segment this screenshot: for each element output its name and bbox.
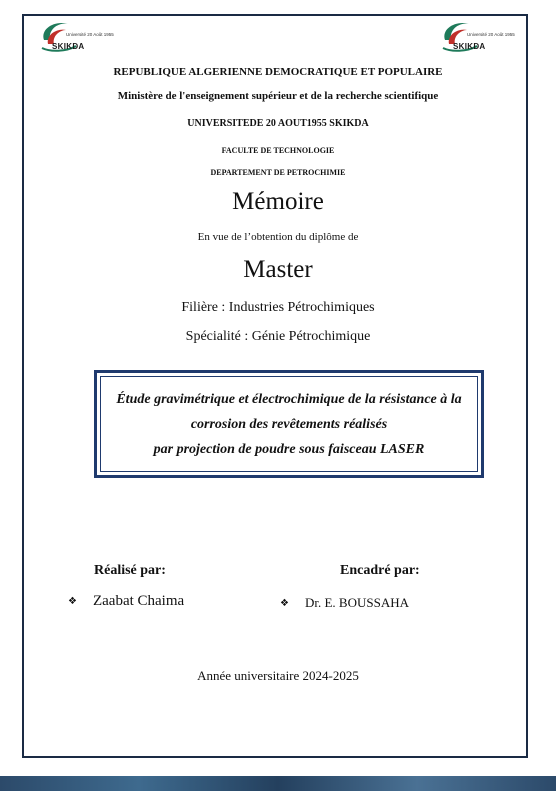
supervisor-label: Encadré par: xyxy=(340,563,420,578)
thesis-title-box xyxy=(94,370,484,478)
university-heading: UNIVERSITEDE 20 AOUT1955 SKIKDA xyxy=(187,118,369,129)
department-heading: DEPARTEMENT DE PETROCHIMIE xyxy=(210,168,346,177)
supervisor-name: Dr. E. BOUSSAHA xyxy=(304,595,409,610)
specialite-text: Spécialité : Génie Pétrochimique xyxy=(185,329,371,344)
thesis-title-line-2: corrosion des revêtements réalisés xyxy=(190,416,388,432)
logo-text: SKIKDA xyxy=(52,42,85,51)
degree-title: Master xyxy=(243,256,313,283)
logo-date-text: Université 20 Août 1955 xyxy=(467,32,515,37)
author-label: Réalisé par: xyxy=(94,563,166,578)
faculty-heading: FACULTE DE TECHNOLOGIE xyxy=(221,146,335,155)
thesis-title-line-3: par projection de poudre sous faisceau LASER xyxy=(153,441,425,457)
ministry-heading: Ministère de l'enseignement supérieur et de la recherche scientifique xyxy=(117,90,439,102)
logo-text: SKIKDA xyxy=(453,42,486,51)
supervisor-entry xyxy=(280,595,409,611)
filiere-text: Filière : Industries Pétrochimiques xyxy=(181,300,375,315)
document-purpose: En vue de l’obtention du diplôme de xyxy=(197,231,359,243)
logo-swirl-icon xyxy=(36,18,98,58)
republic-heading: REPUBLIQUE ALGERIENNE DEMOCRATIQUE ET POPULAIRE xyxy=(113,66,443,78)
author-name: Zaabat Chaima xyxy=(92,593,185,609)
university-logo-left xyxy=(36,18,114,58)
logo-date-text: Université 20 Août 1955 xyxy=(66,32,114,37)
author-entry xyxy=(68,593,184,610)
background-band xyxy=(0,776,556,791)
logo-swirl-icon xyxy=(437,18,499,58)
bullet-diamond-icon: ❖ xyxy=(68,596,77,607)
document-type-title: Mémoire xyxy=(232,188,324,215)
university-logo-right xyxy=(437,18,515,58)
bullet-diamond-icon: ❖ xyxy=(280,597,289,609)
thesis-title-line-1: Étude gravimétrique et électrochimique de la résistance à la xyxy=(116,391,462,407)
academic-year: Année universitaire 2024-2025 xyxy=(197,668,359,683)
